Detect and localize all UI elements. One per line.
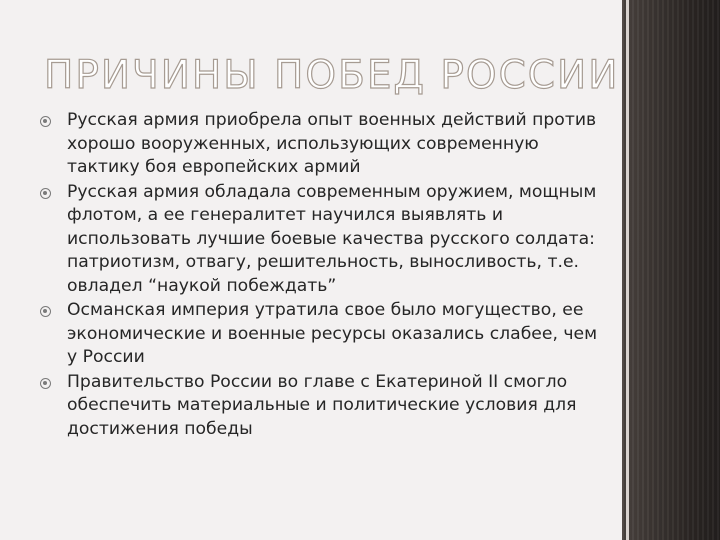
decorative-side-panel xyxy=(622,0,720,540)
bullet-list xyxy=(40,109,610,442)
side-panel-edge xyxy=(626,0,629,540)
circle-bullet-icon xyxy=(40,378,51,389)
circle-bullet-icon xyxy=(40,116,51,127)
circle-bullet-icon xyxy=(40,306,51,317)
bullet-text: Правительство России во главе с Екатериной II смогло обеспечить материальные и политические условия для достижения победы xyxy=(67,371,577,439)
bullet-item xyxy=(40,181,610,299)
slide-title: ПРИЧИНЫ ПОБЕД РОССИИ xyxy=(44,53,620,98)
bullet-text: Русская армия обладала современным оружием, мощным флотом, а ее генералитет научился выявлять и использовать лучшие боевые качества русского солдата: патриотизм, отвагу, решительность, выносливость, т.е. овладел “наукой побеждать” xyxy=(67,181,597,296)
bullet-text: Русская армия приобрела опыт военных действий против хорошо вооруженных, использующих современную тактику боя европейских армий xyxy=(67,110,597,177)
bullet-item xyxy=(40,109,610,180)
circle-bullet-icon xyxy=(40,188,51,199)
bullet-item xyxy=(40,299,610,370)
bullet-text: Османская империя утратила свое было могущество, ее экономические и военные ресурсы оказались слабее, чем у России xyxy=(67,300,598,367)
bullet-item xyxy=(40,371,610,442)
